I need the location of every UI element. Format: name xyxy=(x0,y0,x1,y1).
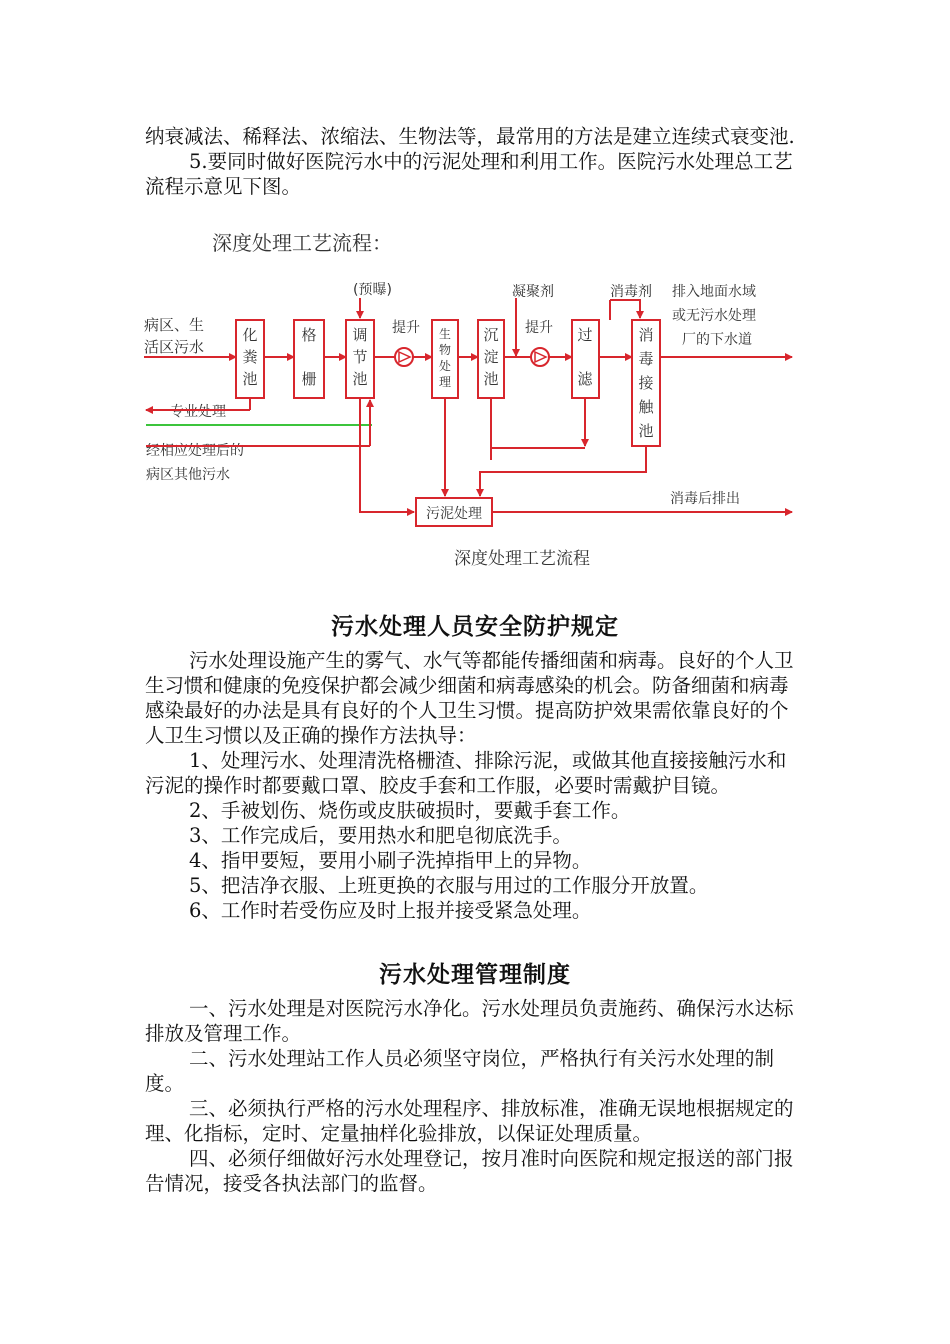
intro-text xyxy=(145,124,805,199)
section2-item-2: 二、污水处理站工作人员必须坚守岗位，严格执行有关污水处理的制度。 xyxy=(145,1047,775,1095)
section2-item-4: 四、必须仔细做好污水处理登记，按月准时向医院和规定报送的部门报告情况，接受各执法部门的监督。 xyxy=(145,1147,794,1195)
unit-adjust-label: 调节池 xyxy=(352,326,368,388)
unit-settle-label: 沉淀池 xyxy=(483,326,499,388)
discharge-line3: 厂的下水道 xyxy=(682,332,752,348)
input-source-line1: 病区、生 xyxy=(144,316,205,334)
section1-item-6: 6、工作时若受伤应及时上报并接受紧急处理。 xyxy=(189,899,592,922)
disinfectant-arrow xyxy=(610,300,640,318)
diagram-caption: 深度处理工艺流程 xyxy=(454,549,590,569)
section2-body xyxy=(145,996,805,1196)
unit-filter-label: 过滤 xyxy=(577,326,593,388)
unit-bio-label: 生物处理 xyxy=(438,327,452,389)
disinfect-return-arrow xyxy=(480,446,646,496)
process-flow-diagram xyxy=(140,228,810,578)
discharge-line1: 排入地面水域 xyxy=(672,284,756,300)
lift-label-1: 提升 xyxy=(392,320,420,336)
section2-item-1: 一、污水处理是对医院污水净化。污水处理员负责施药、确保污水达标排放及管理工作。 xyxy=(145,997,794,1045)
filter-return-line xyxy=(491,448,585,460)
intro-paragraph-2: 5.要同时做好医院污水中的污泥处理和利用工作。医院污水处理总工艺流程示意见下图。 xyxy=(145,150,793,198)
section1-body xyxy=(145,648,805,923)
discharge-line2: 或无污水处理 xyxy=(672,308,756,324)
section1-intro: 污水处理设施产生的雾气、水气等都能传播细菌和病毒。良好的个人卫生习惯和健康的免疫保护都会减少细菌和病毒感染的机会。防备细菌和病毒感染最好的办法是具有良好的个人卫生习惯。提高防护效果需依靠良好的个人卫生习惯以及正确的操作方法执导： xyxy=(145,649,794,747)
unit-screen-label: 格栅 xyxy=(301,326,317,388)
lift-label-2: 提升 xyxy=(525,320,553,336)
other-water-line2: 病区其他污水 xyxy=(146,467,230,483)
post-discharge-label: 消毒后排出 xyxy=(670,491,740,507)
section2-heading: 污水处理管理制度 xyxy=(379,962,571,988)
intro-paragraph-1: 纳衰减法、稀释法、浓缩法、生物法等，最常用的方法是建立连续式衰变池. xyxy=(145,125,795,148)
section1-heading: 污水处理人员安全防护规定 xyxy=(331,614,619,640)
disinfectant-label: 消毒剂 xyxy=(610,284,652,300)
adjust-sludge-arrow xyxy=(360,398,414,512)
diagram-title: 深度处理工艺流程： xyxy=(212,231,392,255)
section1-item-2: 2、手被划伤、烧伤或皮肤破损时，要戴手套工作。 xyxy=(189,799,631,822)
unit-septic-label: 化粪池 xyxy=(242,326,258,388)
coagulant-label: 凝聚剂 xyxy=(512,284,554,300)
section1-item-4: 4、指甲要短，要用小刷子洗掉指甲上的异物。 xyxy=(189,849,592,872)
unit-disinfect-label: 消毒接触池 xyxy=(638,326,654,440)
flow-diagram-svg xyxy=(140,228,810,578)
preaeration-label: (预曝) xyxy=(353,282,392,298)
section1-item-5: 5、把洁净衣服、上班更换的衣服与用过的工作服分开放置。 xyxy=(189,874,709,897)
special-treatment-label: 专业处理 xyxy=(170,404,226,420)
other-water-line1: 经相应处理后的 xyxy=(146,443,244,459)
unit-sludge-label: 污泥处理 xyxy=(426,506,482,522)
section2-item-3: 三、必须执行严格的污水处理程序、排放标准，准确无误地根据规定的理、化指标，定时、定量抽样化验排放，以保证处理质量。 xyxy=(145,1097,794,1145)
input-source-line2: 活区污水 xyxy=(144,338,205,356)
section1-item-1: 1、处理污水、处理清洗格栅渣、排除污泥，或做其他直接接触污水和污泥的操作时都要戴口罩、胶皮手套和工作服，必要时需戴护目镜。 xyxy=(145,749,787,797)
section1-item-3: 3、工作完成后，要用热水和肥皂彻底洗手。 xyxy=(189,824,572,847)
